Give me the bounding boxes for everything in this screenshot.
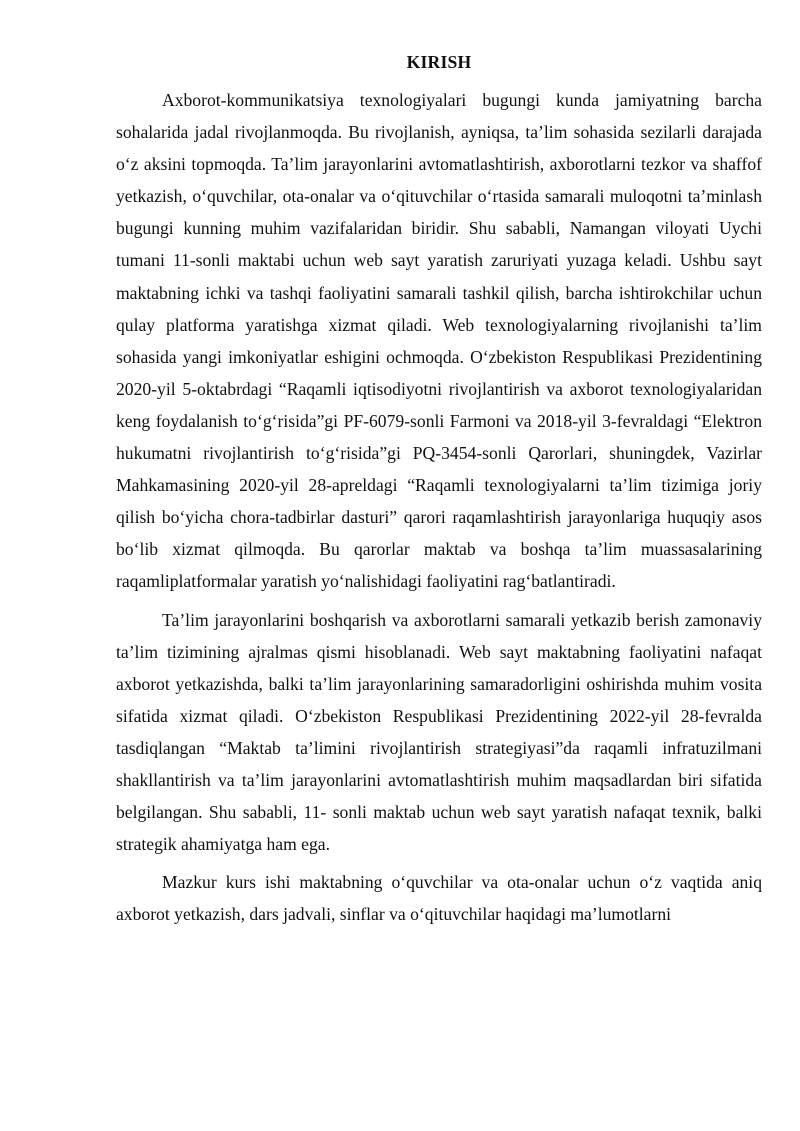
document-body [116,46,762,936]
paragraph-3: Mazkur kurs ishi maktabning o‘quvchilar va ota-onalar uchun o‘z vaqtida aniq axborot yetkazish, dars jadvali, sinflar va o‘qituvchilar haqidagi ma’lumotlarni [116,872,762,925]
section-title: KIRISH [406,52,472,72]
paragraph-2: Ta’lim jarayonlarini boshqarish va axborotlarni samarali yetkazib berish zamonaviy ta’lim tizimining ajralmas qismi hisoblanadi. Web sayt maktabning faoliyatini nafaqat axborot yetkazishda, balki ta’lim jarayonlarining samaradorligini oshirishda muhim vosita sifatida xizmat qiladi. O‘zbekiston Respublikasi Prezidentining 2022-yil 28-fevralda tasdiqlangan “Maktab ta’limini rivojlantirish strategiyasi”da raqamli infratuzilmani shakllantirish va ta’lim jarayonlarini avtomatlashtirish muhim maqsadlardan biri sifatida belgilangan. Shu sababli, 11- sonli maktab uchun web sayt yaratish nafaqat texnik, balki strategik ahamiyatga ham ega. [116,609,762,855]
paragraph-1: Axborot-kommunikatsiya texnologiyalari bugungi kunda jamiyatning barcha sohalarida jadal rivojlanmoqda. Bu rivojlanish, ayniqsa, ta’lim sohasida sezilarli darajada o‘z aksini topmoqda. Ta’lim jarayonlarini avtomatlashtirish, axborotlarni tezkor va shaffof yetkazish, o‘quvchilar, ota-onalar va o‘qituvchilar o‘rtasida samarali muloqotni ta’minlash bugungi kunning muhim vazifalaridan biridir. Shu sababli, Namangan viloyati Uychi tumani 11-sonli maktabi uchun web sayt yaratish zaruriyati yuzaga keladi. Ushbu sayt maktabning ichki va tashqi faoliyatini samarali tashkil qilish, barcha ishtirokchilar uchun qulay platforma yaratishga xizmat qiladi. Web texnologiyalarning rivojlanishi ta’lim sohasida yangi imkoniyatlar eshigini ochmoqda. O‘zbekiston Respublikasi Prezidentining 2020-yil 5-oktabrdagi “Raqamli iqtisodiyotni rivojlantirish va axborot texnologiyalaridan keng foydalanish to‘g‘risida”gi PF-6079-sonli Farmoni va 2018-yil 3-fevraldagi “Elektron hukumatni rivojlantirish to‘g‘risida”gi PQ-3454-sonli Qarorlari, shuningdek, Vazirlar Mahkamasining 2020-yil 28-apreldagi “Raqamli texnologiyalarni ta’lim tizimiga joriy qilish bo‘yicha chora-tadbirlar dasturi” qarori raqamlashtirish jarayonlariga huquqiy asos bo‘lib xizmat qilmoqda. Bu qarorlar maktab va boshqa ta’lim muassasalarining raqamliplatformalar yaratish yo‘nalishidagi faoliyatini rag‘batlantiradi. [116,90,762,592]
